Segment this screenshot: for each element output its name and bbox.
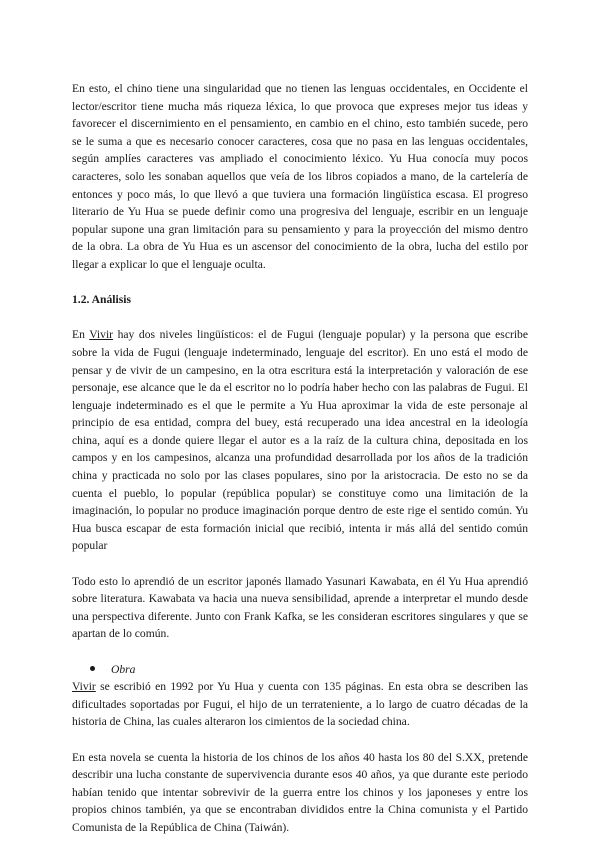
spacer	[72, 274, 528, 292]
document-page	[72, 80, 528, 837]
spacer	[72, 555, 528, 573]
spacer	[72, 309, 528, 327]
paragraph-intro: En esto, el chino tiene una singularidad que no tienen las lenguas occidentales, en Occidente el lector/escritor tiene mucha más riqueza léxica, lo que provoca que expreses mejor tus ideas y favorecer el discernimiento en el pensamiento, en cambio en el chino, esto también sucede, pero se le suma a que es necesario conocer caracteres, cosa que no pasa en las lenguas occidentales, según amplíes caracteres vas ampliado el conocimiento léxico. Yu Hua conocía muy pocos caracteres, solo les sonaban aquellos que veía de los libros copiados a mano, de la cartelería de entonces y poco más, lo que llevó a que tuviera una formación lingüística escasa. El progreso literario de Yu Hua se puede definir como una progresiva del lenguaje, escribir en un lenguaje popular supone una gran limitación para su pensamiento y para la proyección del mismo dentro de la obra. La obra de Yu Hua es un ascensor del conocimiento de la obra, lucha del estilo por llegar a explicar lo que el lenguaje oculta.	[72, 82, 528, 271]
bullet-label: Obra	[111, 662, 136, 676]
section-heading: 1.2. Análisis	[72, 293, 131, 307]
book-title-link: Vivir	[89, 328, 114, 342]
paragraph-analysis	[72, 326, 528, 555]
bullet-item	[72, 661, 528, 679]
book-title-link: Vivir	[72, 680, 96, 694]
paragraph-kawabata: Todo esto lo aprendió de un escritor japonés llamado Yasunari Kawabata, en él Yu Hua aprendió sobre literatura. Kawabata va hacia una nueva sensibilidad, aprende a interpretar el mundo desde una perspectiva diferente. Junto con Frank Kafka, se les consideran escritores singulares y que se apartan de lo común.	[72, 574, 528, 641]
bullet-icon	[90, 666, 95, 671]
paragraph-obra	[72, 678, 528, 731]
analysis-prefix: En	[72, 328, 90, 342]
paragraph-novela: En esta novela se cuenta la historia de los chinos de los años 40 hasta los 80 del S.XX, pretende describir una lucha constante de supervivencia durante esos 40 años, ya que durante este periodo habían tenido que intentar sobrevivir de la guerra entre los chinos y los japoneses y entre los propios chinos también, ya que se encontraban divididos entre la China comunista y el Partido Comunista de la República de China (Taiwán).	[72, 750, 528, 834]
obra-text: se escribió en 1992 por Yu Hua y cuenta con 135 páginas. En esta obra se describen las dificultades soportadas por Fugui, el hijo de un terrateniente, a lo largo de cuatro décadas de la historia de China, las cuales alteraron los cimientos de la sociedad china.	[72, 680, 528, 729]
spacer	[72, 643, 528, 661]
spacer	[72, 731, 528, 749]
analysis-text: hay dos niveles lingüísticos: el de Fugui (lenguaje popular) y la persona que escribe sobre la vida de Fugui (lenguaje indeterminado, lenguaje del escritor). En uno está el modo de pensar y de vivir de un campesino, en la otra escritura está la interpretación y valoración de ese personaje, ese alcance que le da el escritor no lo podría haber hecho con las palabras de Fugui. El lenguaje indeterminado es el que le permite a Yu Hua aproximar la vida de este personaje al principio de esa entidad, compra del buey, está recuperado una idea ancestral en la ideología china, aquí es a donde quiere llegar el autor es a la raíz de la cultura china, depositada en los campos y en los campesinos, alcanza una profundidad desarrollada por los años de la tradición china y practicada no solo por las clases populares, sino por la aristocracia. De esto no se da cuenta el pueblo, lo popular (república popular) se constituye como una limitación de la imaginación, lo popular no produce imaginación porque dentro de este rige el sentido común. Yu Hua busca escapar de esta formación inicial que recibió, intenta ir más allá del sentido común popular	[72, 328, 528, 553]
